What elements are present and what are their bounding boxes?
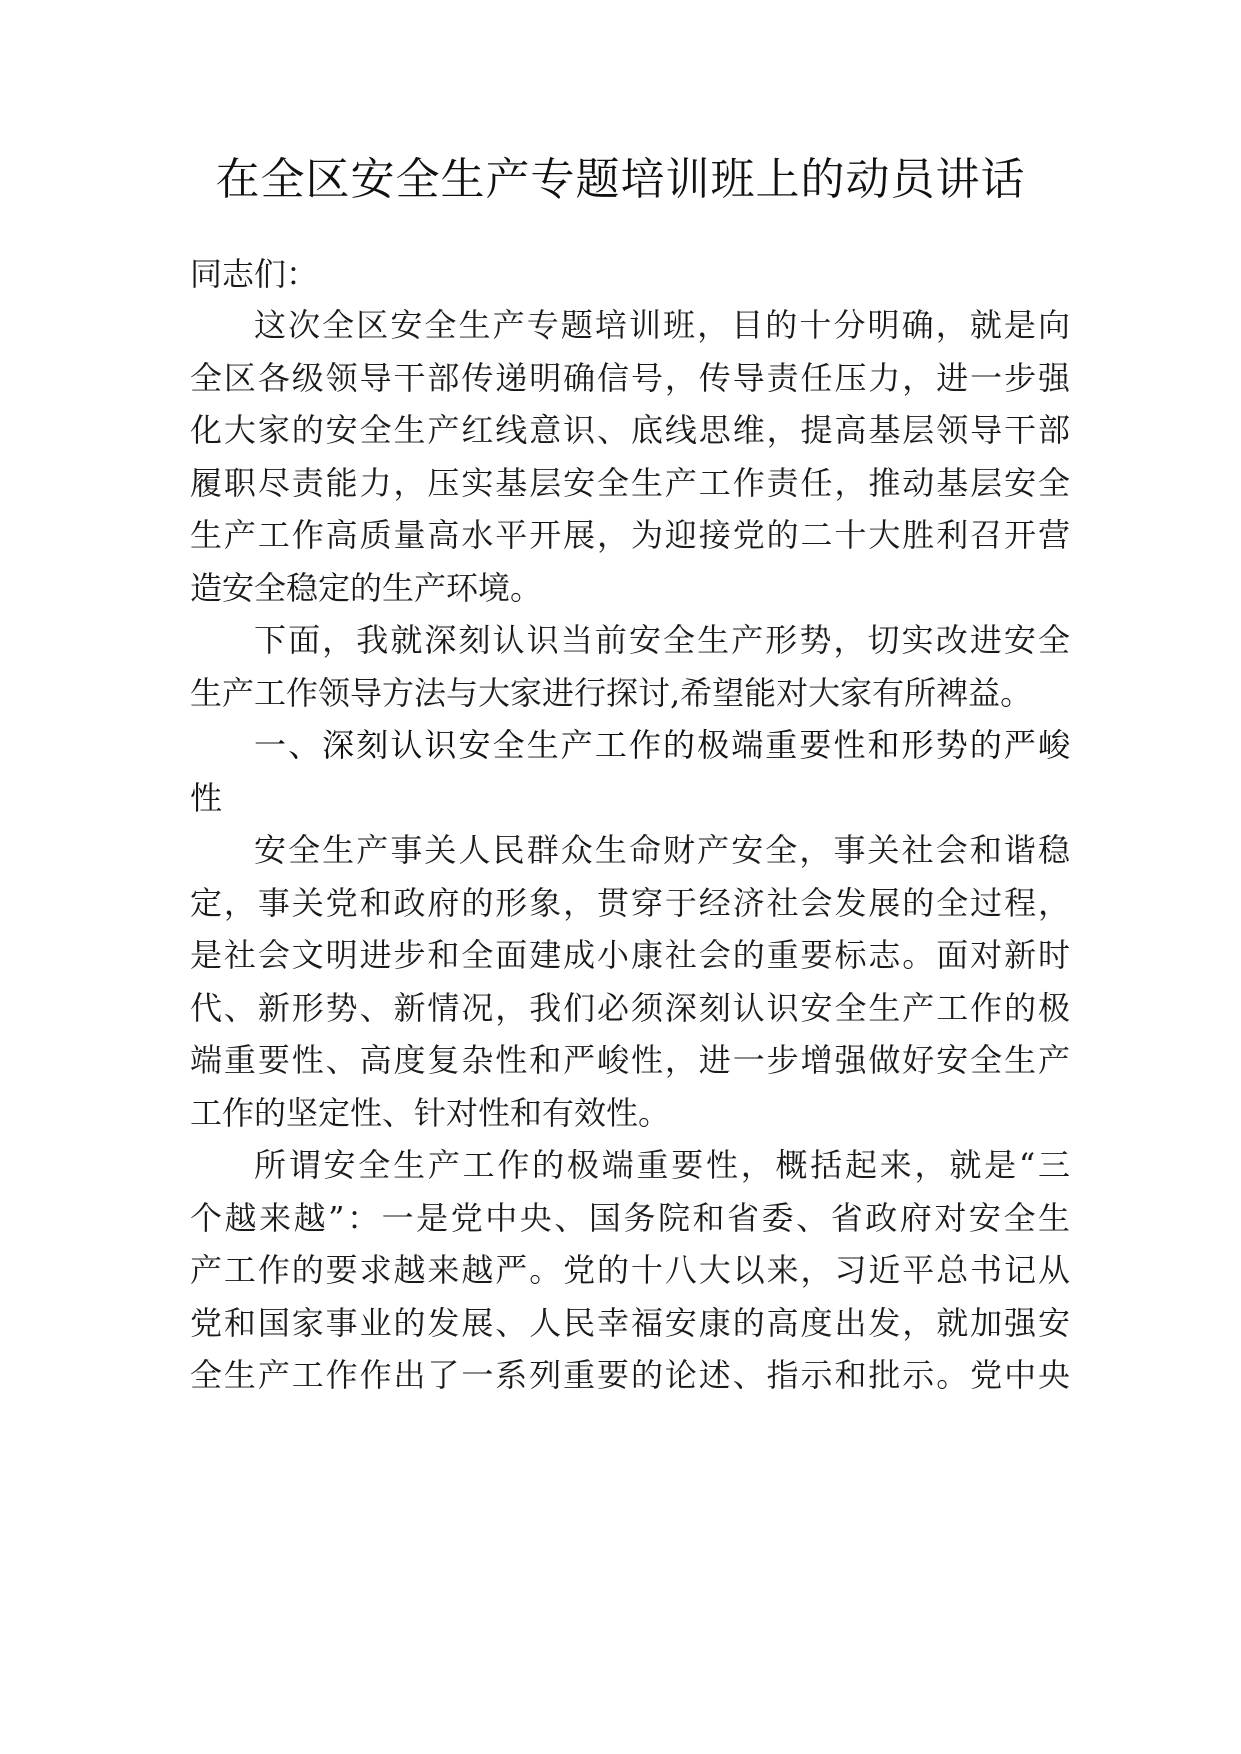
paragraph-line: 个越来越”：一是党中央、国务院和省委、省政府对安全生 (190, 1198, 1070, 1237)
paragraph-line: 代、新形势、新情况，我们必须深刻认识安全生产工作的极 (190, 988, 1070, 1027)
section-heading-line: 性 (190, 778, 223, 817)
paragraph-line: 是社会文明进步和全面建成小康社会的重要标志。面对新时 (190, 936, 1070, 974)
paragraph-line: 产工作的要求越来越严。党的十八大以来，习近平总书记从 (190, 1251, 1070, 1289)
paragraph-line: 工作的坚定性、针对性和有效性。 (190, 1093, 671, 1132)
paragraph-line: 定，事关党和政府的形象，贯穿于经济社会发展的全过程， (190, 883, 1070, 922)
paragraph-line: 履职尽责能力，压实基层安全生产工作责任，推动基层安全 (190, 463, 1070, 502)
document-title: 在全区安全生产专题培训班上的动员讲话 (215, 154, 1026, 205)
paragraph-line: 全区各级领导干部传递明确信号，传导责任压力，进一步强 (190, 358, 1070, 397)
paragraph-line: 端重要性、高度复杂性和严峻性，进一步增强做好安全生产 (190, 1041, 1070, 1079)
paragraph-line: 所谓安全生产工作的极端重要性，概括起来，就是“三 (254, 1146, 1070, 1184)
paragraph-line: 安全生产事关人民群众生命财产安全，事关社会和谐稳 (254, 831, 1070, 869)
salutation: 同志们： (190, 255, 319, 293)
paragraph-line: 这次全区安全生产专题培训班，目的十分明确，就是向 (254, 306, 1070, 344)
paragraph-line: 生产工作高质量高水平开展，为迎接党的二十大胜利召开营 (190, 516, 1070, 554)
paragraph-line: 生产工作领导方法与大家进行探讨,希望能对大家有所裨益。 (190, 673, 1033, 712)
paragraph-line: 下面，我就深刻认识当前安全生产形势，切实改进安全 (254, 621, 1070, 659)
paragraph-line: 化大家的安全生产红线意识、底线思维，提高基层领导干部 (190, 411, 1070, 449)
paragraph-line: 全生产工作作出了一系列重要的论述、指示和批示。党中央 (190, 1356, 1070, 1394)
paragraph-line: 党和国家事业的发展、人民幸福安康的高度出发，就加强安 (190, 1303, 1070, 1342)
paragraph-line: 造安全稳定的生产环境。 (190, 568, 543, 607)
section-heading-line: 一、深刻认识安全生产工作的极端重要性和形势的严峻 (254, 726, 1070, 764)
